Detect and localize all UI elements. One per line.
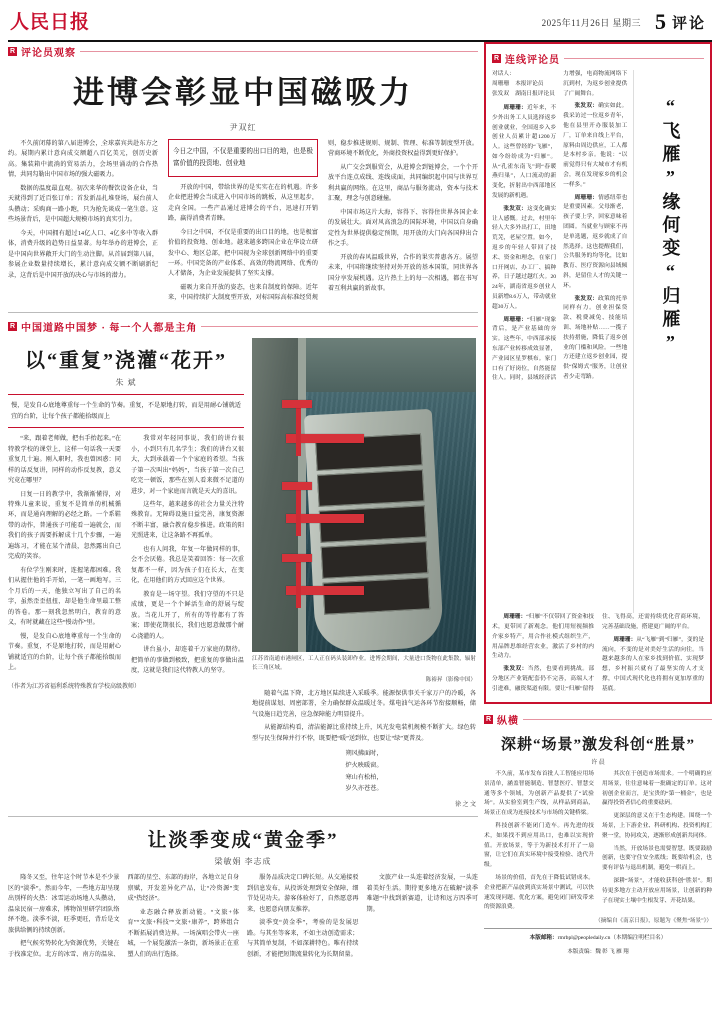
paragraph: 不久前闭幕的第八届进博会，ְ全球嘉宾共赴东方之约。展期内累计意向成交额超八百亿美元，创历史新高。集装箱中流淌的贸易活力，会场里涌动的合作热情，共同勾勒出中国市场的强大磁吸力。 — [8, 141, 158, 179]
dialog-meta-name: 周珊珊 — [492, 80, 510, 87]
paragraph: 我常对年轻同事说，我们的讲台很小，小到只有几名学生；我们的讲台又很大，大到承载着一个个家庭的希望。当孩子第一次叫出“妈妈”，当孩子第一次自己吃完一顿饭，那些在别人看来微不足道的进步，对一个家庭而言就是天大的喜讯。 — [131, 436, 244, 495]
dialog-speaker: 张发双： — [503, 666, 528, 673]
dialog-speaker: 张发双： — [574, 103, 599, 110]
photo-crane-counterweight — [282, 482, 312, 490]
flag-mark-icon: R — [485, 716, 492, 723]
paragraph: 更深层的意义在于生态构建。围绕一个场景，上下游企业、科研机构、投资机构汇聚一堂，协同攻关，逐渐形成创新共同体。 — [602, 813, 712, 839]
paragraph: 慢，是发自心底地尊重每一个生命的节奏。重复，不是原地打转，而是用耐心铺就适宜的台阶，让每个孩子都能拾级而上。 — [8, 633, 121, 672]
flag-label: 连线评论员 — [505, 55, 560, 66]
paragraph: 把气候劣势转化为资源优势，关键在于找准定位。北方的冰雪、南方的温泉、西部的星空、东部的海岸，各地立足自身禀赋，开发差异化产品，让“冷资源”变成“热经济”。 — [8, 875, 239, 958]
dialog-paragraph — [492, 613, 594, 662]
article-road-wrap — [8, 338, 478, 808]
dialog-speaker: 周珊珊： — [503, 316, 528, 323]
photo-crane-mast — [296, 558, 301, 608]
dialog-text: “归雁”不仅带回了资金和技术，更带回了新观念。他们用短视频推介家乡特产，用合作社模式组织生产，用品牌思维经营农业，激活了乡村的内生动力。 — [492, 614, 594, 660]
mid-column-block — [252, 689, 476, 744]
pull-quote-road: 慢，是发自心底地尊重每一个生命的节奏。重复，不是原地打转，而是用耐心铺就适宜的台阶，让每个孩子都能拾级而上 — [8, 394, 244, 428]
paragraph: 开放的中国，带给世界的是实实在在的机遇。许多企业把进博会当成进入中国市场的跳板，从这里起步，走向全国。一些产品通过进博会的平台，迅速打开销路，赢得消费者青睐。 — [168, 184, 318, 223]
paragraph: 业态融合释放新动能。“文旅+体育”“文旅+科技”“文旅+康养”，跨界组合不断拓展消费边界。一场演唱会带火一座城，一个展览激活一条街，新场景正在重塑人们的出行选择。 — [127, 909, 239, 958]
dialog-meta-row — [492, 90, 556, 100]
photo-column — [252, 338, 476, 808]
article-main-body — [8, 139, 478, 304]
flag-rule — [80, 51, 478, 52]
photo-crane-counterweight — [282, 554, 312, 562]
photo-credit: 陈裕昇（影像中国） — [425, 676, 476, 683]
footer-email-label: 本版邮箱： — [529, 935, 558, 942]
dialog-speaker: 张发双： — [503, 205, 527, 212]
flag-rule — [523, 719, 712, 720]
page-content — [0, 42, 720, 1008]
dialog-paragraph — [563, 102, 627, 190]
dialog-participants — [492, 70, 556, 100]
headline-dialog: “飞雁”缘何变“归雁” — [660, 96, 681, 357]
paragraph: 隆冬又至，往年这个时节本是不少景区的“淡季”。然而今年，一些地方却呈现出别样的火热：冰雪运动场地人头攒动，温泉民宿一房难求，博物馆里研学团队络绎不绝。淡季不淡，旺季更旺，背后是文旅供给侧的持续创新。 — [8, 875, 120, 934]
dialog-meta-row — [492, 70, 556, 80]
dialog-body-continued — [492, 613, 704, 696]
publication-logo: 人民日报 — [10, 11, 91, 33]
poem-signature: 徐 之 文 — [454, 802, 476, 809]
paragraph: “来，跟着老师做，把右手抬起来。”在特教学校的课堂上，这样一句话我一天要重复几十遍。刚入职时，我也曾困惑：同样的话反复讲，同样的动作反复教，意义究竟在哪里？ — [8, 436, 121, 485]
headline-zongheng: 深耕“场景”激发科创“胜景” — [500, 737, 695, 753]
paragraph: 磁吸力来自开放的姿态，也来自制度的保障。近年来，中国持续扩大制度型开放，对标国际高标准经贸规则，稳步推进规则、规制、管理、标准等制度型开放。营商环境不断优化，外商投资权益得到更好保护。 — [168, 141, 478, 302]
paragraph: 也有人问我，年复一年做同样的事，会不会厌倦。我总是笑着回答：每一次重复都不一样，因为孩子们在长大，在变化，在用他们的方式回应这个世界。 — [131, 546, 244, 585]
flag-rule — [201, 326, 478, 327]
paragraph: 中国市场这片大海，容得下、容得住世界各国企业的发展壮大。面对风高浪急的国际环境，中国以自身确定性为世界提供稳定预期，用开放的大门向各国伸出合作之手。 — [328, 209, 478, 248]
dialog-inner — [492, 70, 704, 613]
byline-main: 尹双红 — [229, 123, 257, 132]
paragraph: 科技创新不能闭门造车。再先进的技术，如果找不到应用出口，也难以实现价值。开放场景，等于为新技术打开了一扇窗，让它们在真实环境中接受检验、迭代升级。 — [484, 822, 594, 869]
news-photo — [252, 338, 476, 652]
paragraph: 其次在于创造市场需求。一个明确的应用场景，往往意味着一批确定的订单。这对初创企业而言，是宝贵的“第一桶金”，也是赢得投资者信心的重要砝码。 — [602, 771, 712, 807]
dialog-speaker: 周珊珊： — [503, 104, 527, 111]
poem-line: 岁久亦苍苍。 — [345, 785, 383, 793]
flag-lianxian — [492, 51, 704, 66]
pull-quote: 今日之中国，不仅是重要的出口目的地，也是极富价值的投资地、创业地 — [168, 139, 318, 177]
paragraph: 深耕“场景”，才能收获科创“胜景”。期待更多地方主动开放应用场景，让创新的种子在现实土壤中生根发芽、开花结果。 — [602, 877, 712, 904]
dialog-speaker: 周珊珊： — [574, 194, 599, 201]
photo-cargo-hold — [323, 577, 431, 615]
photo-cargo-hold — [321, 541, 429, 579]
byline-season: 梁敏娟 李志成 — [214, 857, 272, 867]
dialog-meta-label: 对话人： — [492, 71, 515, 77]
dialog-speaker: 周珊珊： — [503, 614, 527, 621]
poem-line: 炉火映暖窗。 — [345, 761, 383, 769]
paragraph: 随着气温下降，北方地区陆续进入采暖季。能源保供事关千家万户的冷暖，各地提前谋划、周密部署，全力确保群众温暖过冬。煤电油气运各环节衔接顺畅，储气设施日趋完善，应急保障能力明显提升。 — [252, 690, 476, 718]
footer-email-note: （本期编注明栏目名） — [610, 935, 667, 942]
paragraph: 讲台虽小，却连着千万家庭的期待。把简单的事做到极致，把重复的事做出温度，这就是我们这代特教人的坚守。 — [131, 647, 244, 675]
flag-label: 纵横 — [497, 716, 519, 727]
flag-label: 评论员观察 — [21, 48, 76, 59]
source-note-zongheng: （摘编自《南京日报》，原题为《聚焦“场景”》） — [595, 918, 712, 925]
paragraph: 不久前，某市发布首批人工智能应用场景清单，涵盖智能制造、智慧医疗、智慧交通等多个领域，为创新产品提供了“试验场”。从实验室到生产线，从样品到商品，场景正在成为连接技术与市场的关键桥梁。 — [484, 771, 594, 817]
dialog-meta-affiliation: 湖南日报评论员 — [515, 90, 555, 97]
footer-divider — [484, 928, 712, 929]
dialog-text: 确实如此。我采访过一位返乡青年，他在县里开办服装加工厂，订单来自线上平台，原料由周边供应，工人都是本村乡亲。他说：“以前觉得只有大城市才有机会，现在发现家乡的机会一样多。” — [563, 103, 628, 188]
dialog-text: 情感纽带也是重要因素。父母渐老，孩子要上学，回家意味着团圆。当就业与顾家不再是单选题，返乡就成了自然选择。这也提醒我们，公共服务的均等化，比如教育、医疗资源向县域倾斜，是留住人才的关键一环。 — [563, 194, 628, 289]
paragraph: 开放的春风温暖世界，合作的果实普惠各方。展望未来，中国将继续坚持对外开放的基本国策，同世界各国分享发展机遇。这片热土上的每一次相遇，都在书写着互利共赢的新故事。 — [328, 254, 478, 293]
dialog-meta-name: 张发双 — [492, 90, 510, 97]
flag-pinglunyuan — [8, 44, 478, 59]
photo-crane-counterweight — [282, 400, 312, 408]
paragraph: 数据的温度最直观。初次来华的餐饮设备企业，当天就得到了近百张订单；首发新品扎堆登场，展台前人头攒动；采购商一路小跑，只为抢先谈成一笔生意。这些场景背后，是中国超大规模市场的真实引力。 — [8, 185, 158, 224]
poem-line: 寒山有松柏， — [345, 773, 383, 781]
dialog-speaker: 周珊珊： — [613, 636, 637, 643]
flag-rule — [564, 58, 704, 59]
section-name: 评论 — [671, 15, 706, 32]
right-zone — [484, 42, 712, 1008]
flag-zhongguodaolu — [8, 319, 478, 334]
page-footer — [484, 933, 712, 943]
dialog-article-box — [484, 42, 712, 704]
masthead — [0, 0, 720, 40]
paragraph: 场景的价值，首先在于降低试错成本。企业把新产品放到真实场景中测试，可以快速发现问题、优化方案，避免闭门研发带来的资源浪费。 — [484, 874, 594, 911]
article-season-body — [8, 873, 478, 960]
paragraph: 教育是一场守望。我们守望的不只是成绩，更是一个个鲜活生命的舒展与绽放。当花儿开了，所有的等待都有了答案；即使花期很长，我们也愿意做那个耐心浇灌的人。 — [131, 591, 244, 640]
paragraph: 淡季变“黄金季”，考验的是发展思路。与其坐等客来，不如主动创造需求；与其简单复制，不如深耕特色。唯有持续创新，才能把短期流量转化为长期留量。 — [247, 920, 359, 958]
dialog-speaker: 张发双： — [574, 295, 599, 302]
divider — [8, 312, 478, 313]
photo-cargo-hold — [317, 469, 425, 507]
dialog-text: 当然，也要看到挑战。部分地区产业链配套仍不完善，高端人才引进难，融资渠道有限。要让“归雁”留得住、飞得高，还需持续优化营商环境，完善基础设施，搭建更广阔的平台。 — [492, 614, 704, 692]
dialog-text: “归雁”现象背后，是产业基础的夯实。这些年，中西部承接东部产业转移成效显著，产业园区星罗棋布。家门口有了好岗位，自然能留住人。同时，县域经济活力增强，电商物流网络下沉到村，为返乡创业提供了广阔舞台。 — [492, 71, 628, 382]
photo-crane-mast — [296, 486, 301, 536]
paragraph: 日复一日的教学中，我渐渐懂得，对特殊儿童来说，重复不是简单的机械循环，而是通向理解的必经之路。一个系鞋带的动作，普通孩子可能看一遍就会，而我们的孩子需要拆解成十几个步骤，一遍遍练习，才能在某个清晨，忽然露出自己完成的笑容。 — [8, 491, 121, 561]
dialog-text: 政策的托举同样有力。创业担保贷款、税费减免、技能培训、场地补贴……一揽子扶持措施，降低了返乡创业的门槛和风险。一些地方还建立返乡创业园，提供“保姆式”服务，让创业者少走弯路。 — [563, 295, 628, 380]
paragraph: 今天，中国拥有超过14亿人口、4亿多中等收入群体，消费升级的趋势日益显著。每年举办的进博会，正是中国向世界敞开大门的生动注脚。从首届到第八届，参展企业数量持续增长，累计意向成交额不断刷新纪录，这背后是中国开放的决心与市场的潜力。 — [8, 230, 158, 279]
paragraph: 这些年，越来越多的社会力量关注特殊教育。无障碍设施日益完善，康复资源不断丰富，融合教育稳步推进。政策的阳光照进来，让这条路不再孤单。 — [131, 502, 244, 540]
paragraph: 今日之中国，不仅是重要的出口目的地，也是极富价值的投资地、创业地。越来越多跨国企业在华设立研发中心、地区总部，把中国视为全球创新网络中的重要一环。中国完备的产业体系、高效的物流网络、优秀的人才储备，为企业发展提供了坚实支撑。 — [168, 229, 318, 278]
divider — [8, 816, 478, 817]
dialog-title-column — [633, 70, 704, 613]
photo-crane-mast — [296, 404, 301, 456]
flag-mark-icon: R — [9, 48, 16, 55]
poem-block — [252, 748, 476, 795]
paragraph: 当然，开放场景也需要智慧。既要鼓励创新，也要守住安全底线；既要给机会，也要有评估与退出机制，避免一哄而上。 — [602, 845, 712, 872]
paragraph: 文旅产业一头连着经济发展，一头连着美好生活。期待更多地方在破解“淡季难题”中找到新赛道，让诗和远方四季可期。 — [366, 875, 478, 913]
byline-road: 朱 斌 — [115, 377, 137, 387]
paragraph: 从能源结构看，清洁能源比重持续上升，风光发电装机规模不断扩大。绿色转型与民生保障并行不悖，既要把“暖”送到位，也要让“绿”更普及。 — [252, 725, 476, 742]
byline-zongheng: 许 晨 — [591, 760, 605, 766]
article-road-text — [8, 338, 244, 808]
dialog-body — [492, 70, 627, 613]
paragraph: 服务品质决定口碑长短。从交通接驳到信息发布，从投诉处理到安全保障，细节处见功夫。游客体验好了，自然愿意再来，也愿意向朋友推荐。 — [247, 875, 359, 913]
dialog-text: 这变化确实让人感慨。过去，村里年轻人大多外出打工，田地荒芜，老屋空置。如今，返乡的年轻人带回了技术、资金和理念，在家门口开网店、办工厂、搞种养，日子越过越红火。2024年，湖南省返乡创业人员新增8.6万人，带动就业超30万人。 — [492, 205, 557, 310]
article-road-body — [8, 434, 244, 678]
photo-cargo-hold — [319, 505, 427, 543]
flag-zongheng — [484, 712, 712, 727]
dialog-paragraph — [492, 205, 556, 313]
flag-label: 中国道路中国梦 · 每一个人都是主角 — [21, 322, 198, 334]
dialog-text: 从“飞雁”到“归雁”，变的是流向，不变的是对美好生活的向往。当越来越多的人在家乡找到价值、实现梦想，乡村振兴就有了最坚实的人才支撑，中国式现代化也将拥有更加厚重的基底。 — [602, 636, 705, 692]
paragraph: 有位学生刚来时，连握笔都困难。我们从握住他的手开始，一笔一画地写。三个月后的一天，他独立写出了自己的名字，虽然歪歪扭扭，却是他生命里最工整的答卷。那一刻我忽然明白，教育的意义，有时就藏在这些“慢动作”里。 — [8, 567, 121, 627]
photo-barge — [304, 409, 444, 652]
flag-mark-icon: R — [493, 55, 500, 62]
publication-date: 2025年11月26日 星期三 — [541, 17, 641, 28]
footer-email: rmrbpl@peopledaily.cn — [557, 935, 611, 942]
zongheng-body — [484, 770, 712, 913]
flag-mark-icon: R — [9, 322, 16, 330]
source-note-road: （作者为江苏省福利系统特殊教育学校高级教师） — [8, 684, 141, 690]
headline-main: 进博会彰显中国磁吸力 — [73, 75, 413, 110]
footer-editor: 本版责编：魏 彰 飞 雁 翔 — [567, 949, 629, 956]
headline-season: 让淡季变成“黄金季” — [147, 830, 339, 852]
dialog-paragraph — [563, 295, 627, 383]
dialog-paragraph — [602, 636, 704, 695]
dialog-paragraph — [492, 104, 556, 202]
poem-line: 朔风拂面时， — [345, 750, 383, 758]
dialog-meta-affiliation: 本报评论员 — [515, 80, 544, 87]
dialog-text: 近年来，不少外出务工人员选择返乡创业就业，全国返乡入乡创业人员累计超1200万人。这些曾经的“飞雁”，如今纷纷成为“归雁”。从“孔雀东南飞”到“春暖燕归巢”，人口流动的新变化，折射出中西部地区发展的新机遇。 — [492, 104, 557, 200]
dialog-paragraph — [563, 194, 627, 292]
left-zone — [8, 42, 484, 1008]
paragraph: 从广交会到服贸会，从进博会到链博会，一个个开放平台连点成线、连线成面，共同编织起中国与世界互利共赢的网络。在这里，商品与服务流动，资本与技术汇聚，理念与创意碰撞。 — [328, 164, 478, 203]
zongheng-section — [484, 710, 712, 1008]
page-number: 5 — [654, 9, 666, 34]
photo-caption: 江苏省南通市港闸区，工人正在码头装卸作业。进博会期间，大量进口货物在此集散，辐射长三角区域。 — [252, 655, 476, 671]
dialog-meta-row — [492, 80, 556, 90]
headline-road: 以“重复”浇灌“花开” — [25, 349, 227, 372]
